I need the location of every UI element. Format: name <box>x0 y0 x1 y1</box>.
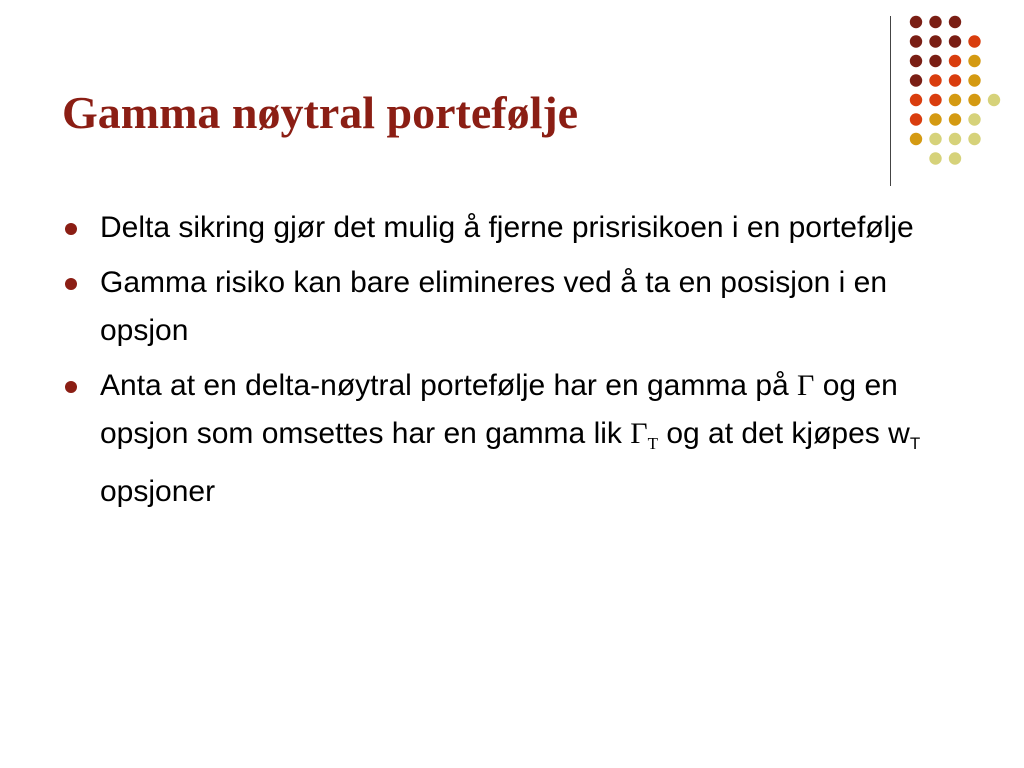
decoration-dot <box>929 152 941 164</box>
decoration-dot <box>910 74 922 86</box>
decoration-dot <box>949 55 961 67</box>
decoration-dot <box>910 55 922 67</box>
gamma-symbol: Γ <box>797 369 815 402</box>
decoration-dot <box>968 133 980 145</box>
bullet-text-part: og at det kjøpes <box>666 417 880 450</box>
bullet-text-part: opsjoner <box>100 475 216 508</box>
decoration-dot <box>949 152 961 164</box>
decoration-dot <box>949 16 961 28</box>
w-symbol: w <box>888 417 910 450</box>
decoration-dot <box>949 113 961 125</box>
gamma-t-symbol: Γ <box>630 417 648 450</box>
bullet-text-part: Anta at en delta-nøytral portefølje har en gamma på <box>100 369 789 402</box>
bullet-item <box>62 259 972 355</box>
bullet-dot-icon <box>65 278 77 290</box>
decoration-dot <box>929 113 941 125</box>
bullet-text: Delta sikring gjør det mulig å fjerne prisrisikoen i en portefølje <box>100 211 914 244</box>
decoration-dot <box>910 133 922 145</box>
bullet-item <box>62 204 972 252</box>
decoration-dot <box>929 74 941 86</box>
decoration-dot <box>910 35 922 47</box>
bullet-text: Gamma risiko kan bare elimineres ved å ta en posisjon i en opsjon <box>100 266 888 347</box>
bullet-item <box>62 362 972 516</box>
title-divider-line <box>890 16 891 186</box>
decoration-dot <box>949 74 961 86</box>
decoration-dot <box>929 55 941 67</box>
decoration-dot <box>910 94 922 106</box>
bullet-dot-icon <box>65 223 77 235</box>
decoration-dot <box>968 35 980 47</box>
decoration-dot <box>949 94 961 106</box>
bullet-text-part: og en opsjon som omsettes har en gamma lik <box>100 369 898 450</box>
bullet-list <box>62 204 972 523</box>
decoration-dot <box>910 16 922 28</box>
decoration-dot <box>929 133 941 145</box>
gamma-t-subscript: T <box>647 434 658 453</box>
decoration-dot <box>988 94 1000 106</box>
decoration-dot <box>929 94 941 106</box>
decoration-dot <box>929 35 941 47</box>
decoration-dot <box>910 113 922 125</box>
decoration-dot <box>949 35 961 47</box>
decoration-dot <box>968 94 980 106</box>
bullet-dot-icon <box>65 381 77 393</box>
decoration-dot <box>929 16 941 28</box>
decoration-dot <box>968 55 980 67</box>
decoration-dot <box>968 113 980 125</box>
decoration-dot <box>949 133 961 145</box>
decoration-dot <box>968 74 980 86</box>
bullet-text <box>100 369 920 508</box>
w-subscript: T <box>909 434 921 453</box>
slide-title: Gamma nøytral portefølje <box>62 87 579 138</box>
